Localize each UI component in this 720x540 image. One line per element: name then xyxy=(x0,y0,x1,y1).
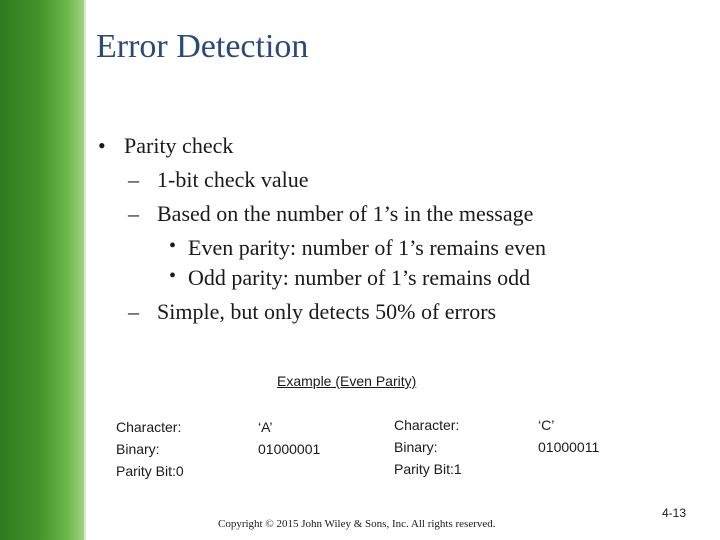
value-binary: 01000001 xyxy=(258,441,321,457)
example-col-labels-a xyxy=(116,416,184,482)
bullet-text: Odd parity: number of 1’s remains odd xyxy=(188,265,531,290)
green-sidebar xyxy=(0,0,84,540)
example-col-labels-c xyxy=(394,414,462,480)
label-binary: Binary: xyxy=(116,441,160,457)
slide-number: 4-13 xyxy=(662,506,687,520)
bullet-text: Simple, but only detects 50% of errors xyxy=(157,299,497,324)
bullet-text: 1-bit check value xyxy=(157,167,309,192)
label-parity-bit: Parity Bit:1 xyxy=(394,461,462,477)
label-binary: Binary: xyxy=(394,439,438,455)
slide-title: Error Detection xyxy=(96,28,309,65)
dash-marker: – xyxy=(128,201,139,226)
copyright-notice: Copyright © 2015 John Wiley & Sons, Inc. All rights reserved. xyxy=(218,518,496,530)
dash-marker: – xyxy=(128,299,139,324)
example-title: Example (Even Parity) xyxy=(277,373,417,389)
value-character: ‘C’ xyxy=(538,417,555,433)
bullet-marker: • xyxy=(169,235,177,257)
bullet-text: Parity check xyxy=(124,133,234,158)
bullet-text: Based on the number of 1’s in the message xyxy=(157,201,534,226)
label-parity-bit: Parity Bit:0 xyxy=(116,463,184,479)
bullet-text: Even parity: number of 1’s remains even xyxy=(188,235,547,260)
example-col-values-a xyxy=(258,416,320,460)
label-character: Character: xyxy=(116,419,182,435)
dash-marker: – xyxy=(128,167,139,192)
bullet-marker: • xyxy=(98,133,106,158)
sidebar-edge xyxy=(84,0,86,540)
bullet-marker: • xyxy=(169,265,177,287)
label-character: Character: xyxy=(394,417,460,433)
value-character: ‘A’ xyxy=(258,419,273,435)
example-col-values-c xyxy=(538,414,599,458)
value-binary: 01000011 xyxy=(538,439,600,455)
